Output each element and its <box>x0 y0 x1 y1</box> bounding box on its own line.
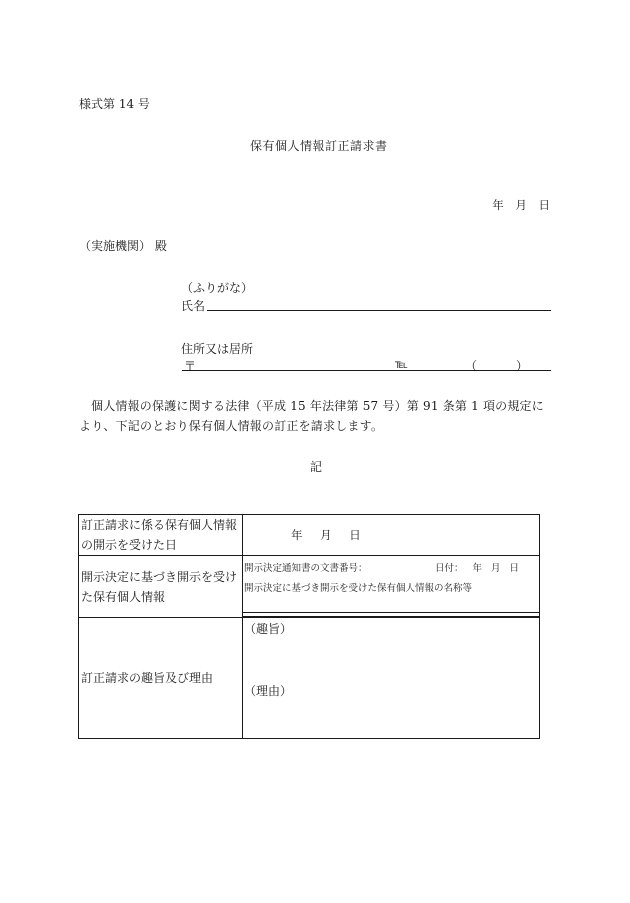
purpose-label: （趣旨） <box>244 622 293 636</box>
name-label: 氏名 <box>181 299 206 313</box>
request-statement: 個人情報の保護に関する法律（平成 15 年法律第 57 号）第 91 条第 1 項の規定により、下記のとおり保有個人情報の訂正を請求します。 <box>79 399 544 433</box>
disclosed-info-cell[interactable] <box>243 556 540 618</box>
request-details-table <box>78 514 540 739</box>
ki-heading: 記 <box>310 460 323 474</box>
table-row <box>79 515 540 556</box>
tel-icon: ℡ <box>395 357 408 371</box>
furigana-label: （ふりがな） <box>181 281 254 295</box>
disclosure-date-field[interactable]: 年 月 日 <box>243 515 540 556</box>
purpose-reason-cell[interactable] <box>243 618 540 739</box>
notice-date-label: 日付： 年 月 日 <box>434 563 519 574</box>
purpose-reason-label: 訂正請求の趣旨及び理由 <box>79 618 243 739</box>
address-field[interactable] <box>182 370 551 371</box>
table-row <box>79 556 540 618</box>
phone-paren-close: ） <box>516 359 529 373</box>
postal-mark: 〒 <box>184 359 197 373</box>
disclosed-info-label: 開示決定に基づき開示を受けた保有個人情報 <box>79 556 243 618</box>
table-row <box>79 618 540 739</box>
address-label: 住所又は居所 <box>181 342 254 356</box>
document-title: 保有個人情報訂正請求書 <box>250 139 388 153</box>
reason-label: （理由） <box>244 684 293 698</box>
form-number: 様式第 14 号 <box>79 97 150 111</box>
double-divider <box>243 612 539 617</box>
disclosed-info-name-label: 開示決定に基づき開示を受けた保有個人情報の名称等 <box>244 583 473 594</box>
disclosure-date-label: 訂正請求に係る保有個人情報の開示を受けた日 <box>79 515 243 556</box>
request-date: 年 月 日 <box>492 198 550 212</box>
phone-paren-open: （ <box>465 359 478 373</box>
addressee: （実施機関） 殿 <box>79 239 167 253</box>
notice-number-label: 開示決定通知書の文書番号： <box>244 563 368 574</box>
name-field[interactable] <box>207 310 551 311</box>
